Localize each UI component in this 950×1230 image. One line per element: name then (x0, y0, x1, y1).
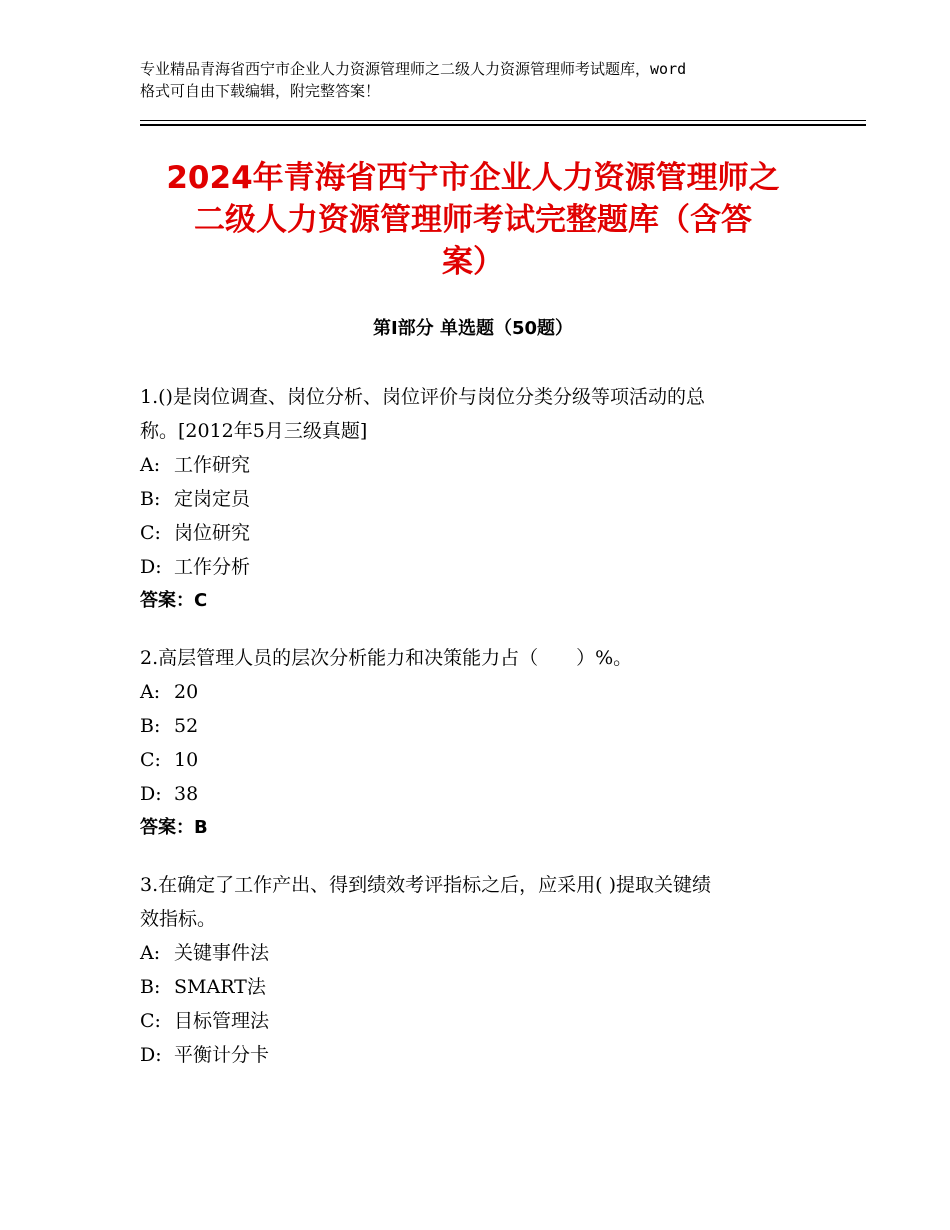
option-a (140, 448, 830, 482)
option-a (140, 675, 830, 709)
option-c (140, 1004, 830, 1038)
document-title-line-1: 2024年青海省西宁市企业人力资源管理师之 (166, 160, 780, 196)
header-note-line-2: 格式可自由下载编辑，附完整答案！ (140, 82, 381, 100)
option-a (140, 936, 830, 970)
document-title-line-3: 案） (442, 244, 504, 280)
option-d (140, 1038, 830, 1072)
question-stem-line-2: 效指标。 (140, 908, 217, 930)
option-key: B: (140, 976, 161, 998)
question-stem-line-2: 称。[2012年5月三级真题] (140, 420, 368, 442)
option-b (140, 709, 830, 743)
header-note (140, 58, 830, 102)
option-text: 工作分析 (174, 556, 251, 578)
question-3 (140, 868, 830, 1072)
option-key: A: (140, 681, 161, 703)
option-key: A: (140, 942, 161, 964)
answer-label: 答案：C (140, 590, 208, 611)
option-c (140, 743, 830, 777)
header-rule-thin (140, 120, 866, 121)
answer-label: 答案：B (140, 817, 208, 838)
option-key: D: (140, 556, 162, 578)
option-key: D: (140, 1044, 162, 1066)
option-text: 关键事件法 (174, 942, 270, 964)
document-title (140, 157, 806, 283)
question-2 (140, 641, 830, 845)
option-key: C: (140, 1010, 161, 1032)
option-d (140, 550, 830, 584)
question-stem (140, 380, 830, 448)
option-b (140, 482, 830, 516)
option-text: SMART法 (174, 976, 266, 998)
option-key: B: (140, 488, 161, 510)
header-note-line-1: 专业精品青海省西宁市企业人力资源管理师之二级人力资源管理师考试题库，word (140, 60, 687, 78)
question-stem-line-1: 2.高层管理人员的层次分析能力和决策能力占（ ）%。 (140, 647, 633, 669)
document-title-line-2: 二级人力资源管理师考试完整题库（含答 (194, 202, 752, 238)
option-c (140, 516, 830, 550)
option-text: 岗位研究 (174, 522, 251, 544)
question-1 (140, 380, 830, 618)
option-text: 52 (174, 715, 199, 737)
question-stem (140, 641, 830, 675)
option-key: C: (140, 522, 161, 544)
option-key: B: (140, 715, 161, 737)
option-key: C: (140, 749, 161, 771)
option-text: 工作研究 (174, 454, 251, 476)
question-stem-line-1: 3.在确定了工作产出、得到绩效考评指标之后，应采用( )提取关键绩 (140, 874, 711, 896)
section-heading: 第Ⅰ部分 单选题（50题） (372, 318, 573, 339)
option-d (140, 777, 830, 811)
option-text: 10 (174, 749, 199, 771)
option-text: 20 (174, 681, 199, 703)
option-key: D: (140, 783, 162, 805)
question-stem-line-1: 1.()是岗位调查、岗位分析、岗位评价与岗位分类分级等项活动的总 (140, 386, 705, 408)
question-stem (140, 868, 830, 936)
option-text: 38 (174, 783, 199, 805)
header-rule-thick (140, 124, 866, 126)
option-text: 目标管理法 (174, 1010, 270, 1032)
question-list (140, 380, 830, 1095)
option-key: A: (140, 454, 161, 476)
option-text: 定岗定员 (174, 488, 251, 510)
option-text: 平衡计分卡 (174, 1044, 270, 1066)
option-b (140, 970, 830, 1004)
